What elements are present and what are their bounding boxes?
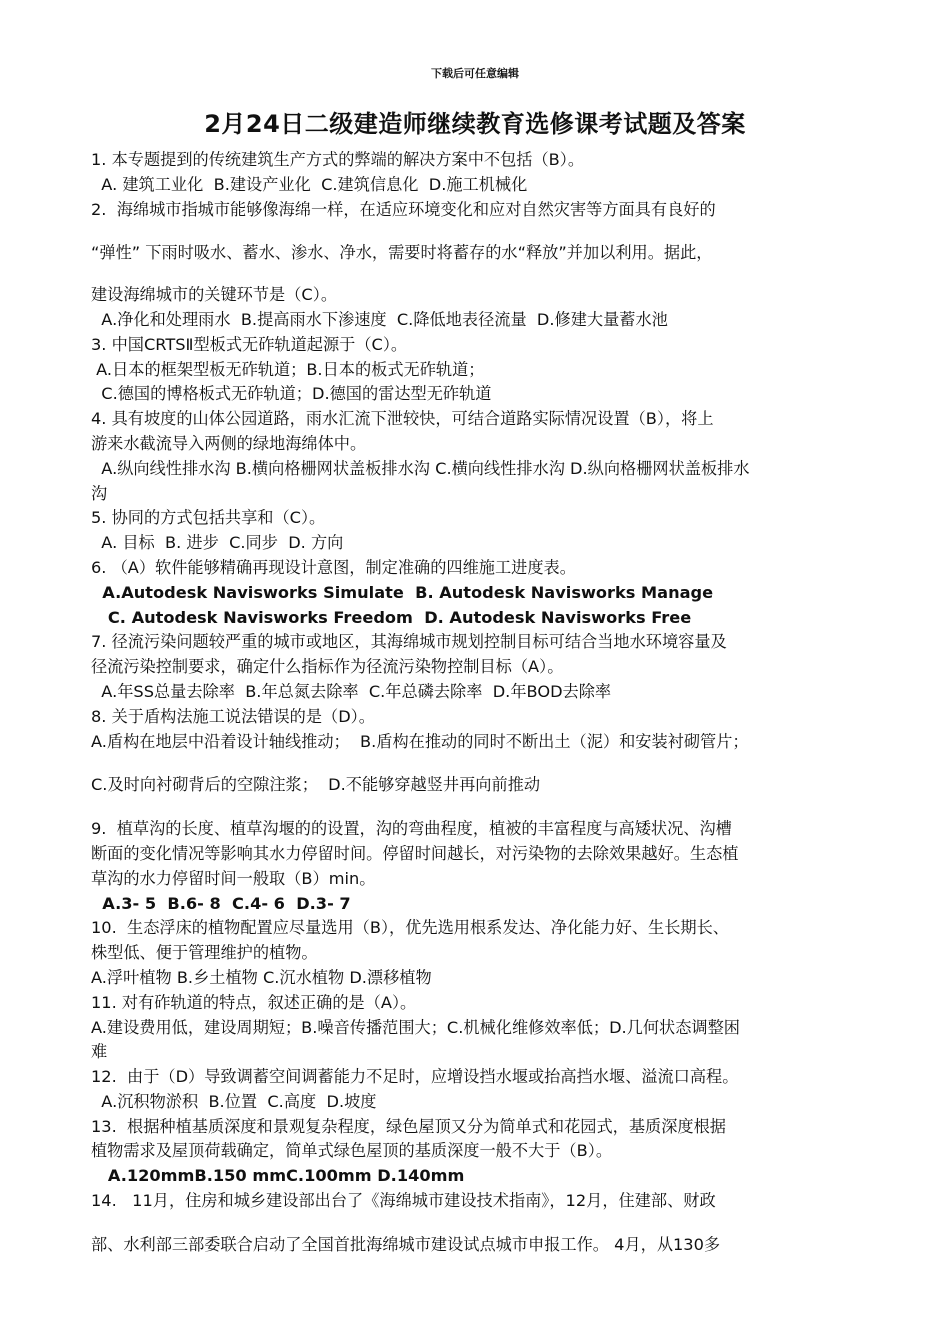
q9-stem-2: 断面的变化情况等影响其水力停留时间。停留时间越长，对污染物的去除效果越好。生态植 (91, 843, 739, 863)
q2-options: A.净化和处理雨水 B.提高雨水下渗速度 C.降低地表径流量 D.修建大量蓄水池 (91, 309, 668, 329)
q8-stem: 8. 关于盾构法施工说法错误的是（D）。 (91, 706, 375, 726)
q12-options: A.沉积物淤积 B.位置 C.高度 D.坡度 (91, 1091, 377, 1111)
q3-options-1: A.日本的框架型板无砟轨道；B.日本的板式无砟轨道； (91, 359, 485, 379)
q9-stem-1: 9. 植草沟的长度、植草沟堰的的设置，沟的弯曲程度，植被的丰富程度与高矮状况、沟槽 (91, 819, 732, 839)
question-body (91, 148, 871, 1258)
q10-options: A.浮叶植物 B.乡土植物 C.沉水植物 D.漂移植物 (91, 967, 432, 987)
page-title: 2月24日二级建造师继续教育选修课考试题及答案 (204, 110, 746, 138)
q3-stem: 3. 中国CRTSⅡ型板式无砟轨道起源于（C）。 (91, 334, 408, 354)
q8-options-1: A.盾构在地层中沿着设计轴线推动； B.盾构在推动的同时不断出土（泥）和安装衬砌管片； (91, 731, 749, 751)
q6-options-1: A.Autodesk Navisworks Simulate B. Autodesk Navisworks Manage (91, 582, 714, 602)
q2-stem-1: 2. 海绵城市指城市能够像海绵一样，在适应环境变化和应对自然灾害等方面具有良好的 (91, 199, 716, 219)
q1-stem: 1. 本专题提到的传统建筑生产方式的弊端的解决方案中不包括（B）。 (91, 150, 585, 169)
q9-stem-3: 草沟的水力停留时间一般取（B）min。 (91, 868, 376, 888)
q4-stem-1: 4. 具有坡度的山体公园道路，雨水汇流下泄较快，可结合道路实际情况设置（B），将上 (91, 409, 714, 429)
q6-stem: 6. （A）软件能够精确再现设计意图，制定准确的四维施工进度表。 (91, 557, 576, 577)
header-note: 下载后可任意编辑 (431, 67, 519, 80)
q7-stem-1: 7. 径流污染问题较严重的城市或地区，其海绵城市规划控制目标可结合当地水环境容量及 (91, 632, 727, 652)
q13-options: A.120mmB.150 mmC.100mm D.140mm (91, 1166, 465, 1186)
q2-stem-3: 建设海绵城市的关键环节是（C）。 (91, 285, 338, 305)
q10-stem-1: 10. 生态浮床的植物配置应尽量选用（B），优先选用根系发达、净化能力好、生长期长、 (91, 918, 729, 938)
q5-stem: 5. 协同的方式包括共享和（C）。 (91, 508, 326, 528)
q4-stem-2: 游来水截流导入两侧的绿地海绵体中。 (91, 433, 367, 453)
q4-options-2: 沟 (91, 483, 108, 503)
q3-options-2: C.德国的博格板式无砟轨道；D.德国的雷达型无砟轨道 (91, 384, 492, 404)
q1-options: A. 建筑工业化 B.建设产业化 C.建筑信息化 D.施工机械化 (91, 174, 528, 194)
q11-stem: 11. 对有砟轨道的特点，叙述正确的是（A）。 (91, 992, 417, 1012)
q7-options: A.年SS总量去除率 B.年总氮去除率 C.年总磷去除率 D.年BOD去除率 (91, 681, 612, 701)
q11-options-2: 难 (91, 1042, 108, 1062)
q13-stem-2: 植物需求及屋顶荷载确定，简单式绿色屋顶的基质深度一般不大于（B）。 (91, 1141, 613, 1161)
q7-stem-2: 径流污染控制要求，确定什么指标作为径流污染物控制目标（A）。 (91, 657, 564, 677)
q4-options-1: A.纵向线性排水沟 B.横向格栅网状盖板排水沟 C.横向线性排水沟 D.纵向格栅网状盖板排水 (91, 458, 750, 478)
q8-options-2: C.及时向衬砌背后的空隙注浆； D.不能够穿越竖井再向前推动 (91, 775, 541, 795)
q6-options-2: C. Autodesk Navisworks Freedom D. Autodesk Navisworks Free (91, 607, 692, 627)
q14-stem-2: 部、水利部三部委联合启动了全国首批海绵城市建设试点城市申报工作。 4月，从130多 (91, 1234, 721, 1254)
q14-stem-1: 14. 11月，住房和城乡建设部出台了《海绵城市建设技术指南》，12月，住建部、财政 (91, 1191, 716, 1211)
q9-options: A.3- 5 B.6- 8 C.4- 6 D.3- 7 (91, 893, 351, 913)
q10-stem-2: 株型低、便于管理维护的植物。 (91, 943, 318, 963)
q13-stem-1: 13. 根据种植基质深度和景观复杂程度，绿色屋顶又分为简单式和花园式，基质深度根据 (91, 1116, 726, 1136)
q12-stem: 12. 由于（D）导致调蓄空间调蓄能力不足时，应增设挡水堰或抬高挡水堰、溢流口高程。 (91, 1067, 739, 1087)
q2-stem-2: “弹性” 下雨时吸水、蓄水、渗水、净水，需要时将蓄存的水“释放”并加以利用。据此， (91, 243, 713, 263)
q11-options-1: A.建设费用低，建设周期短；B.噪音传播范围大；C.机械化维修效率低；D.几何状态调整困 (91, 1017, 740, 1037)
q5-options: A. 目标 B. 进步 C.同步 D. 方向 (91, 533, 344, 553)
